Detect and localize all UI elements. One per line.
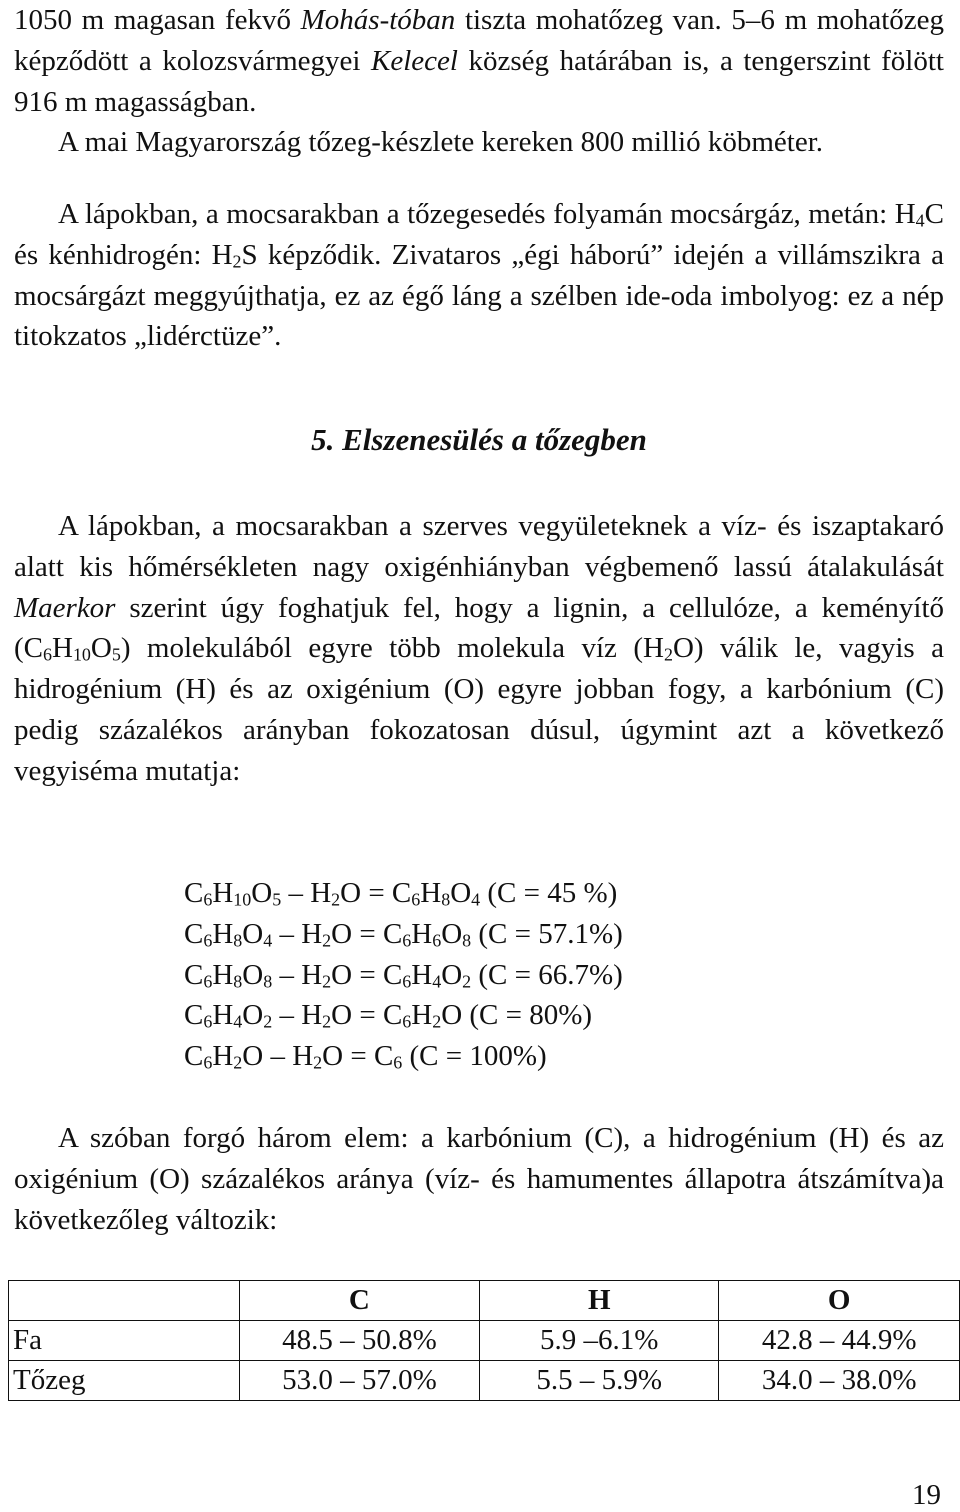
table-header-row bbox=[9, 1281, 960, 1321]
composition-table bbox=[8, 1280, 960, 1401]
table-cell: 53.0 – 57.0% bbox=[239, 1361, 480, 1401]
table-row bbox=[9, 1361, 960, 1401]
paragraph-4 bbox=[14, 506, 944, 792]
text-span: O bbox=[90, 632, 112, 665]
subscript: 4 bbox=[915, 210, 925, 231]
text-span: ) molekulából egyre több molekula víz (H bbox=[120, 632, 664, 665]
paragraph-2 bbox=[14, 122, 944, 163]
equation-2: $C_6H_8O_4 - H_2O = C_6H_6O_8$ (C = 57.1%) bbox=[184, 917, 623, 951]
subscript: 10 bbox=[72, 644, 91, 665]
place-name-kelecel: Kelecel bbox=[370, 44, 458, 77]
table-cell: 5.9 –6.1% bbox=[480, 1321, 719, 1361]
composition-table-wrapper bbox=[8, 1280, 960, 1401]
paragraph-3 bbox=[14, 194, 944, 357]
table-header-cell: C bbox=[239, 1281, 480, 1321]
section-heading: 5. Elszenesülés a tőzegben bbox=[311, 422, 647, 457]
page-number: 19 bbox=[912, 1479, 941, 1511]
subscript: 2 bbox=[663, 644, 673, 665]
subscript: 2 bbox=[232, 251, 242, 272]
table-cell: 5.5 – 5.9% bbox=[480, 1361, 719, 1401]
table-cell: 42.8 – 44.9% bbox=[719, 1321, 960, 1361]
table-header-cell: O bbox=[719, 1281, 960, 1321]
reaction-scheme bbox=[184, 873, 623, 1077]
place-name-mohas-to: Mohás-tóban bbox=[300, 4, 456, 36]
text-span: szerint úgy foghatjuk fel, hogy a lignin, a cellulóze, a keményítő (C bbox=[14, 591, 944, 665]
equation-4: $C_6H_4O_2 - H_2O = C_6H_2O$ (C = 80%) bbox=[184, 999, 593, 1032]
table-header-cell bbox=[9, 1281, 240, 1321]
table-cell: Tőzeg bbox=[9, 1361, 240, 1401]
equation-5: $C_6H_2O - H_2O = C_6$ (C = 100%) bbox=[184, 1040, 547, 1073]
text-span: község határában is, a tengerszint fölött 916 m magasságban. bbox=[14, 44, 944, 118]
table-cell: 34.0 – 38.0% bbox=[719, 1361, 960, 1401]
table-row bbox=[9, 1321, 960, 1361]
text-span: H bbox=[51, 632, 73, 665]
equation-1: $C_6H_{10}O_5 - H_2O = C_6H_8O_4$ (C = 45 %) bbox=[184, 877, 618, 910]
text-span: tiszta mohatőzeg van. 5–6 m mohatőzeg képződött a kolozsvármegyei bbox=[14, 4, 944, 77]
text-span: A mai Magyarország tőzeg-készlete kereken 800 millió köbméter. bbox=[58, 126, 824, 158]
text-span: O) válik le, vagyis a hidrogénium (H) és az oxigénium (O) egyre jobban fogy, a karbónium (C) pedig százalékos arányban fokozatosan dúsul, úgymint azt a következő vegyiséma mutatja: bbox=[14, 632, 945, 787]
table-cell: Fa bbox=[9, 1321, 240, 1361]
paragraph-1 bbox=[14, 0, 944, 122]
text-span: A lápokban, a mocsarakban a szerves vegyületeknek a víz- és iszaptakaró alatt kis hőmérsékleten nagy oxigénhiányban végbemenő lassú átalakulását bbox=[14, 510, 944, 583]
text-span: A lápokban, a mocsarakban a tőzegesedés folyamán mocsárgáz, metán: H bbox=[58, 198, 916, 230]
table-header-cell: H bbox=[480, 1281, 719, 1321]
paragraph-5 bbox=[14, 1118, 944, 1240]
table-cell: 48.5 – 50.8% bbox=[239, 1321, 480, 1361]
text-span: C és kénhidrogén: H bbox=[14, 198, 944, 271]
text-span: S képződik. Zivataros „égi háború” idején a villámszikra a mocsárgázt meggyújthatja, ez az égő láng a szélben ide-oda imbolyog: ez a nép titokzatos „lidérctüze”. bbox=[14, 238, 944, 353]
subscript: 6 bbox=[43, 644, 52, 665]
equation-3: $C_6H_8O_8 - H_2O = C_6H_4O_2$ (C = 66.7%) bbox=[184, 958, 623, 992]
text-span: A szóban forgó három elem: a karbónium (C), a hidrogénium (H) és az oxigénium (O) százalékos aránya (víz- és hamumentes állapotra átszámítva)a következőleg változik: bbox=[14, 1122, 944, 1236]
author-name: Maerkor bbox=[14, 591, 116, 624]
text-span: 1050 m magasan fekvő bbox=[14, 4, 301, 36]
subscript: 5 bbox=[111, 644, 121, 665]
